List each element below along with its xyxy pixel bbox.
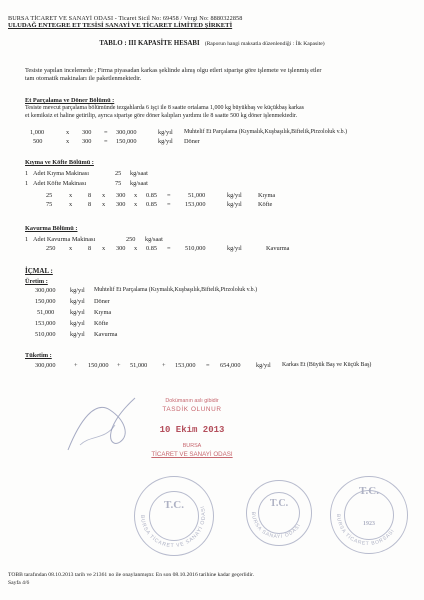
seal-middle-tc: T.C. <box>269 498 289 509</box>
icmal-unit: kg/yıl <box>70 298 85 305</box>
kavurma-heading: Kavurma Bölümü : <box>25 225 78 232</box>
title-note: (Raporun hangi maksatla düzenlendiği : İlk Kapasite) <box>204 41 325 47</box>
tuketim-result: 654,000 <box>220 362 241 369</box>
plus: + <box>162 362 166 369</box>
icmal-unit: kg/yıl <box>70 309 85 316</box>
row-result: 510,000 <box>185 245 206 252</box>
icmal-unit: kg/yıl <box>70 287 85 294</box>
page-title <box>0 40 424 47</box>
seal-left-ring: BURSA TİCARET VE SANAYİ ODASI <box>138 504 208 550</box>
row-x: x <box>69 192 73 199</box>
row-eq: = <box>167 192 171 199</box>
row-factor: 0.85 <box>146 192 158 199</box>
seal-left-tc: T.C. <box>164 499 184 511</box>
tuketim-heading: Tüketim : <box>25 352 52 359</box>
row-x: x <box>66 138 70 145</box>
seal-right <box>330 476 408 554</box>
stamp-date: 10 Ekim 2013 <box>159 425 225 435</box>
row-x: x <box>69 245 73 252</box>
icmal-desc: Muhtelif Et Parçalama (Kıymalık,Kuşbaşılık,Biftelik,Pirzololuk v.b.) <box>94 287 258 293</box>
equals: = <box>206 362 210 369</box>
footer-approval: TOBB tarafından 08.10.2013 tarih ve 21361 no ile onaylanmıştır. En son 08.10.2016 tarihine kadar geçerlidir. <box>8 572 254 578</box>
row-days: 300 <box>116 201 126 208</box>
row-desc: Muhtelif Et Parçalama (Kıymalık,Kuşbaşılık,Biftelik,Pirzololuk v.b.) <box>184 129 348 135</box>
machine-count: 1 <box>25 180 29 187</box>
row-days: 300 <box>82 129 92 136</box>
machine-name: Adet Kavurma Makinası <box>33 236 96 243</box>
seal-middle-ring-text <box>246 480 310 544</box>
row-result: 51,000 <box>188 192 206 199</box>
machine-name: Adet Kıyma Makinası <box>33 170 89 177</box>
icmal-value: 153,000 <box>35 320 56 327</box>
machine-unit: kg/saat <box>130 180 148 187</box>
icmal-desc: Döner <box>94 298 110 305</box>
row-factor: 0.85 <box>146 245 158 252</box>
row-result: 153,000 <box>185 201 206 208</box>
row-desc: Döner <box>184 138 200 145</box>
machine-unit: kg/saat <box>145 236 163 243</box>
tuketim-a: 300,000 <box>35 362 56 369</box>
row-qty: 1,000 <box>30 129 45 136</box>
row-factor: 0.85 <box>146 201 158 208</box>
row-cap: 25 <box>46 192 53 199</box>
icmal-desc: Kavurma <box>94 331 118 338</box>
row-days: 300 <box>116 245 126 252</box>
signature-left-icon <box>60 380 150 460</box>
icmal-unit: kg/yıl <box>70 331 85 338</box>
machine-capacity: 75 <box>115 180 122 187</box>
seal-right-year: 1923 <box>363 521 375 527</box>
row-result: 150,000 <box>116 138 137 145</box>
row-x: x <box>134 192 138 199</box>
tuketim-b: 150,000 <box>88 362 109 369</box>
icmal-unit: kg/yıl <box>70 320 85 327</box>
machine-unit: kg/saat <box>130 170 148 177</box>
stamp-line-1: Dokümanın aslı gibidir <box>165 398 219 404</box>
et-parcalama-heading: Et Parçalama ve Döner Bölümü : <box>25 97 115 104</box>
tuketim-desc: Karkas Et (Büyük Baş ve Küçük Baş) <box>282 362 372 368</box>
row-unit: kg/yıl <box>158 138 173 145</box>
icmal-value: 51,000 <box>37 309 55 316</box>
icmal-desc: Kıyma <box>94 309 112 316</box>
seal-right-tc: T.C. <box>359 485 379 497</box>
row-desc: Kavurma <box>266 245 290 252</box>
row-x: x <box>102 192 106 199</box>
row-hours: 8 <box>88 201 92 208</box>
row-x: x <box>69 201 73 208</box>
certification-stamp <box>138 396 246 462</box>
intro-line-2: tam otomatik makinaları ile paketlenmektedir. <box>25 75 142 82</box>
machine-name: Adet Köfte Makinası <box>33 180 87 187</box>
tuketim-unit: kg/yıl <box>256 362 271 369</box>
seal-middle-ring: BURSA SANAYİ ODASI <box>249 511 303 541</box>
stamp-line-2: TASDİK OLUNUR <box>162 406 222 413</box>
icmal-value: 150,000 <box>35 298 56 305</box>
stamp-line-4: BURSA <box>182 443 202 449</box>
icmal-heading: İÇMAL : <box>25 267 53 275</box>
seal-right-ring: BURSA TİCARET BORSASI <box>334 513 397 548</box>
footer-page-number: Sayfa 4/6 <box>8 580 30 586</box>
row-x: x <box>134 245 138 252</box>
row-hours: 8 <box>88 245 92 252</box>
row-x: x <box>66 129 70 136</box>
row-days: 300 <box>116 192 126 199</box>
row-x: x <box>134 201 138 208</box>
tuketim-d: 153,000 <box>175 362 196 369</box>
svg-text:BURSA TİCARET VE SANAYİ ODASI <box>139 505 207 549</box>
row-result: 300,000 <box>116 129 137 136</box>
row-qty: 500 <box>33 138 43 145</box>
icmal-desc: Köfte <box>94 320 109 327</box>
row-eq: = <box>104 138 108 145</box>
stamp-line-5: TİCARET VE SANAYİ ODASI <box>151 451 233 458</box>
row-unit: kg/yıl <box>227 192 242 199</box>
seal-left <box>134 476 214 556</box>
row-days: 300 <box>82 138 92 145</box>
machine-count: 1 <box>25 236 29 243</box>
row-eq: = <box>104 129 108 136</box>
plus: + <box>74 362 78 369</box>
machine-capacity: 25 <box>115 170 122 177</box>
machine-count: 1 <box>25 170 29 177</box>
svg-text:BURSA SANAYİ ODASI <box>250 512 302 540</box>
row-unit: kg/yıl <box>227 245 242 252</box>
row-desc: Köfte <box>258 201 273 208</box>
row-cap: 75 <box>46 201 53 208</box>
seal-left-ring-text <box>134 476 212 554</box>
row-cap: 250 <box>46 245 56 252</box>
intro-line-1: Tesiste yapılan incelemede ; Firma piyasadan karkas şeklinde alınış olgu etleri siparişe göre işlemete ve işlenmiş etler <box>25 67 322 74</box>
et-parcalama-text-1: Tesiste mevcut parçalama bölümünde tezgahlarda 6 işçi ile 8 saatte ortalama 1,000 kg büyükbaş ve küçükbaş karkas <box>25 105 304 111</box>
seal-middle <box>246 480 312 546</box>
header-chamber-line: BURSA TİCARET VE SANAYİ ODASI - Ticaret Sicil No: 69458 / Vergi No: 8880322858 <box>8 15 243 22</box>
row-x: x <box>102 245 106 252</box>
svg-text:BURSA TİCARET BORSASI <box>335 514 396 547</box>
kiyma-heading: Kıyma ve Köfte Bölümü : <box>25 159 94 166</box>
row-desc: Kıyma <box>258 192 276 199</box>
icmal-value: 300,000 <box>35 287 56 294</box>
row-eq: = <box>167 245 171 252</box>
title-main: TABLO : III KAPASİTE HESABI <box>99 40 200 47</box>
uretim-heading: Üretim : <box>25 278 48 285</box>
row-unit: kg/yıl <box>227 201 242 208</box>
tuketim-c: 51,000 <box>130 362 148 369</box>
row-hours: 8 <box>88 192 92 199</box>
machine-capacity: 250 <box>126 236 136 243</box>
seal-right-ring-text <box>330 476 406 552</box>
row-eq: = <box>167 201 171 208</box>
et-parcalama-text-2: et kemiksiz et haline getirilip, ayrıca siparişe göre döner kalıpları yardımı ile 8 saatte 500 kg döner işlenmektedir. <box>25 113 298 119</box>
icmal-value: 510,000 <box>35 331 56 338</box>
plus: + <box>117 362 121 369</box>
row-unit: kg/yıl <box>158 129 173 136</box>
header-company-name: ULUDAĞ ENTEGRE ET TESİSİ SANAYİ VE TİCARET LİMİTED ŞİRKETİ <box>8 22 233 29</box>
row-x: x <box>102 201 106 208</box>
